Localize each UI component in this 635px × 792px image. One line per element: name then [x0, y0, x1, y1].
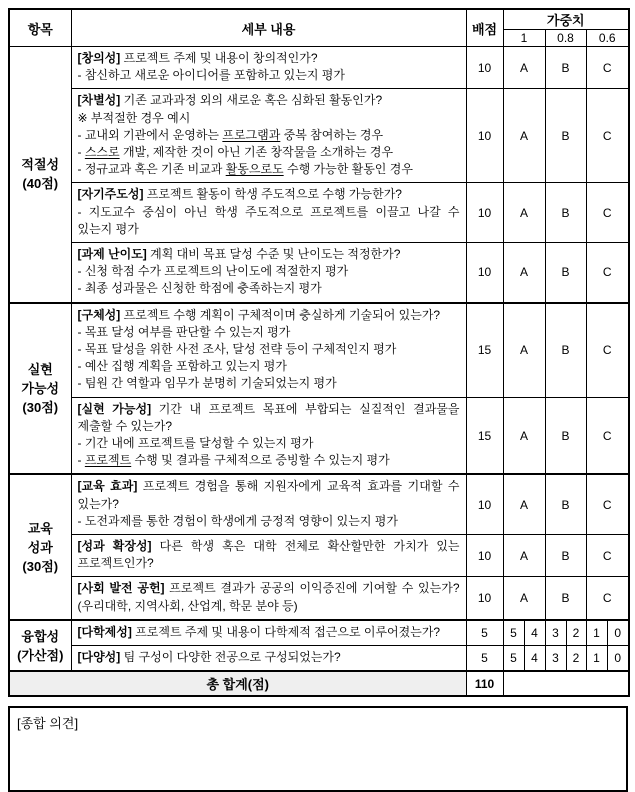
overall-comment-box — [8, 706, 628, 792]
section-label: 교육 성과 (30점) — [9, 474, 71, 619]
weight-grade-cell: C — [586, 47, 629, 89]
rubric-row — [9, 243, 629, 303]
total-label: 총 합계(점) — [9, 671, 466, 696]
weight-grade-cell: 5 — [503, 646, 524, 672]
points-cell: 5 — [466, 646, 503, 672]
rubric-row — [9, 47, 629, 89]
total-row — [9, 671, 629, 696]
weight-grade-cell: B — [545, 303, 586, 398]
weight-grade-cell: B — [545, 397, 586, 474]
weight-grade-cell: A — [503, 183, 545, 243]
weight-grade-cell: 1 — [586, 620, 607, 646]
section-label: 적절성 (40점) — [9, 47, 71, 303]
weight-grade-cell: A — [503, 577, 545, 620]
weight-grade-cell: C — [586, 474, 629, 534]
total-weight-empty-cell — [503, 671, 629, 696]
points-cell: 10 — [466, 183, 503, 243]
overall-comment-label: [종합 의견] — [17, 716, 79, 732]
weight-grade-cell: B — [545, 183, 586, 243]
weight-grade-cell: A — [503, 397, 545, 474]
weight-grade-cell: B — [545, 243, 586, 303]
points-cell: 10 — [466, 535, 503, 577]
weight-grade-cell: A — [503, 89, 545, 183]
weight-grade-cell: 3 — [545, 620, 566, 646]
criterion-cell: [다양성] 팀 구성이 다양한 전공으로 구성되었는가? — [71, 646, 466, 672]
rubric-row — [9, 577, 629, 620]
weight-subcol-08: 0.8 — [545, 30, 586, 47]
weight-grade-cell: B — [545, 474, 586, 534]
weight-grade-cell: 2 — [566, 646, 586, 672]
points-cell: 10 — [466, 577, 503, 620]
criterion-cell: [다학제성] 프로젝트 주제 및 내용이 다학제적 접근으로 이루어졌는가? — [71, 620, 466, 646]
header-detail-column: 세부 내용 — [71, 9, 466, 47]
criterion-cell: [실현 가능성] 기간 내 프로젝트 목표에 부합되는 실질적인 결과물을 제출할 수 있는가? - 기간 내에 프로젝트를 달성할 수 있는지 평가 - 프로젝트 수행 및 결과를 구체적으로 증빙할 수 있는지 평가 — [71, 397, 466, 474]
weight-subcol-06: 0.6 — [586, 30, 629, 47]
points-cell: 10 — [466, 474, 503, 534]
points-cell: 10 — [466, 47, 503, 89]
points-cell: 15 — [466, 397, 503, 474]
criterion-cell: [성과 확장성] 다른 학생 혹은 대학 전체로 확산할만한 가치가 있는 프로젝트인가? — [71, 535, 466, 577]
weight-grade-cell: B — [545, 47, 586, 89]
header-points-column: 배점 — [466, 9, 503, 47]
weight-grade-cell: B — [545, 577, 586, 620]
weight-grade-cell: B — [545, 89, 586, 183]
header-weight-column: 가중치 — [503, 9, 629, 30]
weight-grade-cell: 3 — [545, 646, 566, 672]
criterion-cell: [자기주도성] 프로젝트 활동이 학생 주도적으로 수행 가능한가? - 지도교수 중심이 아닌 학생 주도적으로 프로젝트를 이끌고 나갈 수 있는지 평가 — [71, 183, 466, 243]
points-cell: 15 — [466, 303, 503, 398]
rubric-row — [9, 183, 629, 243]
section-label: 실현 가능성 (30점) — [9, 303, 71, 475]
weight-grade-cell: C — [586, 397, 629, 474]
criterion-cell: [과제 난이도] 계획 대비 목표 달성 수준 및 난이도는 적정한가? - 신청 학점 수가 프로젝트의 난이도에 적절한지 평가 - 최종 성과물은 신청한 학점에 충족하는지 평가 — [71, 243, 466, 303]
header-row — [9, 9, 629, 30]
points-cell: 10 — [466, 243, 503, 303]
weight-grade-cell: C — [586, 89, 629, 183]
header-item-column: 항목 — [9, 9, 71, 47]
rubric-row — [9, 397, 629, 474]
weight-grade-cell: A — [503, 47, 545, 89]
weight-grade-cell: C — [586, 535, 629, 577]
weight-grade-cell: C — [586, 183, 629, 243]
points-cell: 10 — [466, 89, 503, 183]
weight-subcol-1: 1 — [503, 30, 545, 47]
rubric-header — [9, 9, 629, 47]
weight-grade-cell: 5 — [503, 620, 524, 646]
rubric-row — [9, 89, 629, 183]
criterion-cell: [차별성] 기존 교과과정 외의 새로운 혹은 심화된 활동인가? ※ 부적절한 경우 예시 - 교내외 기관에서 운영하는 프로그램과 중복 참여하는 경우 - 스스로 개발, 제작한 것이 아닌 기존 창작물을 소개하는 경우 - 정규교과 혹은 기존 비교과 활동으로도 수행 가능한 활동인 경우 — [71, 89, 466, 183]
weight-grade-cell: B — [545, 535, 586, 577]
rubric-row — [9, 646, 629, 672]
rubric-row — [9, 474, 629, 534]
criterion-cell: [교육 효과] 프로젝트 경험을 통해 지원자에게 교육적 효과를 기대할 수 있는가? - 도전과제를 통한 경험이 학생에게 긍정적 영향이 있는지 평가 — [71, 474, 466, 534]
weight-grade-cell: 4 — [524, 646, 545, 672]
criterion-cell: [사회 발전 공헌] 프로젝트 결과가 공공의 이익증진에 기여할 수 있는가?(우리대학, 지역사회, 산업계, 학문 분야 등) — [71, 577, 466, 620]
rubric-row — [9, 620, 629, 646]
weight-grade-cell: 4 — [524, 620, 545, 646]
weight-grade-cell: A — [503, 243, 545, 303]
weight-grade-cell: C — [586, 243, 629, 303]
weight-grade-cell: C — [586, 303, 629, 398]
rubric-row — [9, 303, 629, 398]
weight-grade-cell: 2 — [566, 620, 586, 646]
rubric-row — [9, 535, 629, 577]
rubric-body — [9, 47, 629, 672]
points-cell: 5 — [466, 620, 503, 646]
total-points-value: 110 — [466, 671, 503, 696]
evaluation-rubric-table — [8, 8, 630, 697]
weight-grade-cell: A — [503, 303, 545, 398]
weight-grade-cell: A — [503, 474, 545, 534]
weight-grade-cell: 0 — [607, 646, 629, 672]
weight-grade-cell: C — [586, 577, 629, 620]
weight-grade-cell: A — [503, 535, 545, 577]
section-label: 융합성 (가산점) — [9, 620, 71, 671]
weight-grade-cell: 0 — [607, 620, 629, 646]
criterion-cell: [창의성] 프로젝트 주제 및 내용이 창의적인가? - 참신하고 새로운 아이디어를 포함하고 있는지 평가 — [71, 47, 466, 89]
criterion-cell: [구체성] 프로젝트 수행 계획이 구체적이며 충실하게 기술되어 있는가? - 목표 달성 여부를 판단할 수 있는지 평가 - 목표 달성을 위한 사전 조사, 달성 전략 등이 구체적인지 평가 - 예산 집행 계획을 포함하고 있는지 평가 - 팀원 간 역할과 임무가 분명히 기술되었는지 평가 — [71, 303, 466, 398]
weight-grade-cell: 1 — [586, 646, 607, 672]
